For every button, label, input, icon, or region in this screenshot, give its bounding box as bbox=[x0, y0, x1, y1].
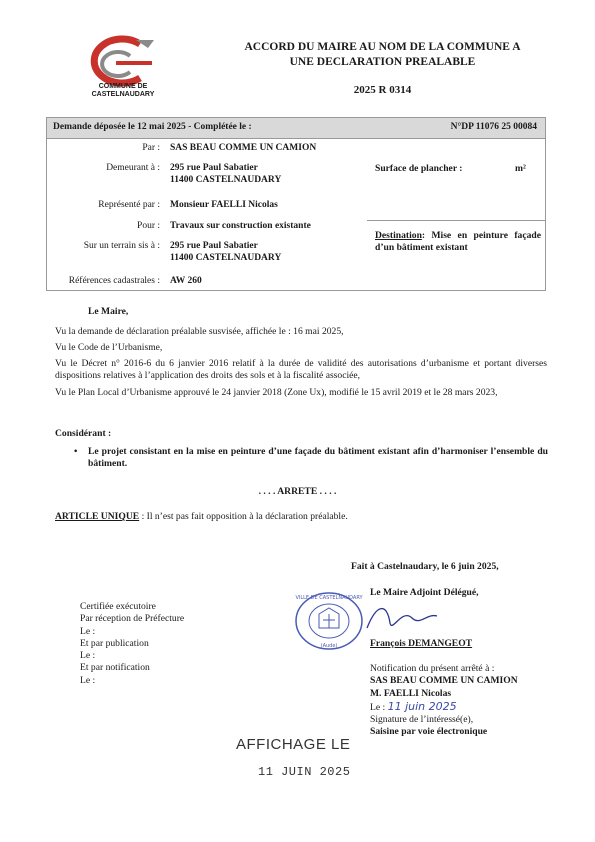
terrain-label: Sur un terrain sis à : bbox=[83, 241, 160, 251]
demeurant-line1: 295 rue Paul Sabatier bbox=[170, 163, 258, 173]
notification-block bbox=[370, 663, 518, 739]
vu-decret: Vu le Décret n° 2016-6 du 6 janvier 2016 relatif à la durée de validité des autorisations d’urbanisme et portant diverses dispositions relatives à l’application des droits des sols et à la fiscalité associée, bbox=[55, 358, 547, 381]
considerant: Considérant : bbox=[55, 428, 112, 439]
notification-line: Saisine par voie électronique bbox=[370, 726, 488, 738]
notification-recipient: SAS BEAU COMME UN CAMION bbox=[370, 675, 518, 687]
terrain-line1: 295 rue Paul Sabatier bbox=[170, 241, 258, 251]
handwritten-signature bbox=[362, 598, 442, 638]
article-label: ARTICLE UNIQUE bbox=[55, 511, 140, 522]
handwritten-date: 11 juin 2025 bbox=[387, 699, 457, 713]
article-unique bbox=[55, 511, 348, 523]
par-label: Par : bbox=[142, 143, 160, 153]
file-number: N°DP 11076 25 00084 bbox=[450, 122, 537, 132]
vu-plu: Vu le Plan Local d’Urbanisme approuvé le 24 janvier 2018 (Zone Ux), modifié le 15 avril 2019 et le 28 mars 2023, bbox=[55, 387, 498, 398]
terrain-line2: 11400 CASTELNAUDARY bbox=[170, 253, 282, 263]
par-value: SAS BEAU COMME UN CAMION bbox=[170, 143, 317, 153]
signatory-role: Le Maire Adjoint Délégué, bbox=[370, 587, 479, 598]
pour-label: Pour : bbox=[137, 221, 160, 231]
signatory-name: François DEMANGEOT bbox=[370, 638, 473, 649]
article-text: : Il n’est pas fait opposition à la déclaration préalable. bbox=[141, 511, 348, 522]
certif-line: Certifiée exécutoire bbox=[80, 601, 156, 612]
certif-line: Le : bbox=[80, 625, 96, 637]
demeurant-label: Demeurant à : bbox=[106, 163, 160, 173]
submission-date: Demande déposée le 12 mai 2025 - Complétée le : bbox=[53, 122, 252, 132]
represente-label: Représenté par : bbox=[98, 200, 160, 210]
vu-demande: Vu la demande de déclaration préalable susvisée, affichée le : 16 mai 2025, bbox=[55, 326, 344, 337]
arrete-reference: 2025 R 0314 bbox=[353, 84, 412, 96]
destination-value: : Mise en peinture façade d’un bâtiment existant bbox=[375, 230, 541, 253]
divider bbox=[367, 220, 545, 221]
certif-line: Par réception de Préfecture bbox=[80, 613, 185, 625]
svg-text:VILLE DE CASTELNAUDARY: VILLE DE CASTELNAUDARY bbox=[295, 595, 363, 601]
bullet-icon: • bbox=[74, 446, 78, 457]
vu-code: Vu le Code de l’Urbanisme, bbox=[55, 342, 163, 353]
request-summary-bar bbox=[46, 117, 546, 139]
request-details-box bbox=[46, 139, 546, 291]
cadastre-value: AW 260 bbox=[170, 276, 202, 286]
svg-text:(Aude): (Aude) bbox=[320, 643, 338, 649]
pour-value: Travaux sur construction existante bbox=[170, 221, 311, 231]
commune-label: COMMUNE DE CASTELNAUDARY bbox=[91, 83, 155, 99]
notification-line: Signature de l’intéressé(e), bbox=[370, 714, 474, 726]
certif-line: Le : bbox=[80, 674, 96, 686]
destination-label: Destination bbox=[375, 230, 422, 241]
fait-a: Fait à Castelnaudary, le 6 juin 2025, bbox=[351, 561, 499, 572]
le-maire: Le Maire, bbox=[88, 306, 129, 317]
page-title: ACCORD DU MAIRE AU NOM DE LA COMMUNE A UNE DECLARATION PREALABLE bbox=[244, 41, 521, 68]
surface-label: Surface de plancher : bbox=[375, 163, 463, 174]
certification-block bbox=[80, 601, 184, 687]
cadastre-label: Références cadastrales : bbox=[68, 276, 160, 286]
considerant-item: Le projet consistant en la mise en peinture d’une façade du bâtiment existant afin d’harmoniser l’ensemble du bâtiment. bbox=[88, 446, 548, 469]
arrete-heading: . . . . ARRETE . . . . bbox=[258, 486, 337, 497]
affichage-label: AFFICHAGE LE bbox=[236, 736, 351, 753]
destination bbox=[375, 230, 541, 254]
stamp-icon bbox=[293, 590, 365, 652]
notification-line: Notification du présent arrêté à : bbox=[370, 663, 495, 674]
demeurant-line2: 11400 CASTELNAUDARY bbox=[170, 175, 282, 185]
represente-value: Monsieur FAELLI Nicolas bbox=[170, 200, 278, 210]
affichage-date: 11 JUIN 2025 bbox=[258, 765, 351, 779]
surface-unit: m² bbox=[515, 163, 526, 174]
notification-person: M. FAELLI Nicolas bbox=[370, 687, 452, 699]
notification-date: Le : 11 juin 2025 bbox=[370, 699, 457, 713]
certif-line: Et par publication bbox=[80, 637, 149, 649]
certif-line: Le : bbox=[80, 650, 96, 662]
certif-line: Et par notification bbox=[80, 662, 150, 674]
